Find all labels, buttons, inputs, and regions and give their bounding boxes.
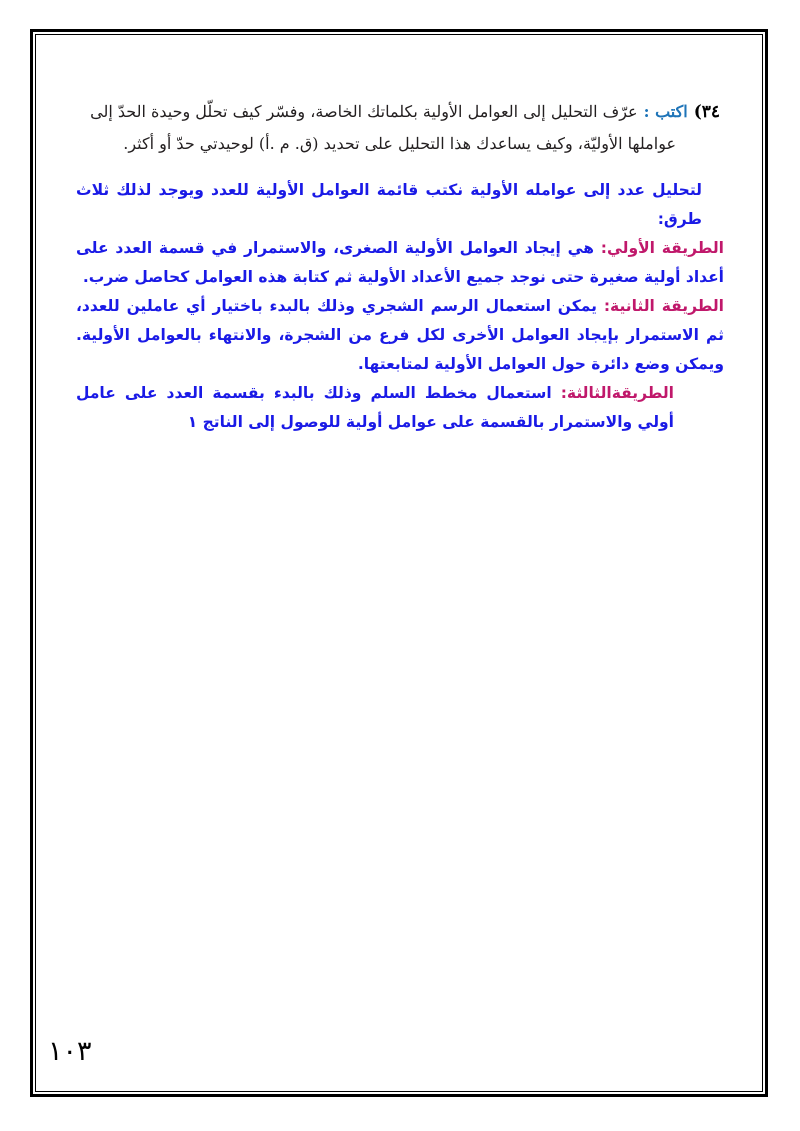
method-3 xyxy=(76,379,724,437)
method-2-label: الطريقة الثانية: xyxy=(603,297,724,315)
answer-block xyxy=(76,176,724,437)
method-2 xyxy=(76,292,724,379)
question-keyword: اكتب : xyxy=(643,102,688,121)
question-number: ٣٤) xyxy=(693,102,720,122)
method-1-text: هي إيجاد العوامل الأولية الصغرى، والاستمرار في قسمة العدد على أعداد أولية صغيرة حتى نوجد جميع الأعداد الأولية ثم كتابة هذه العوامل كحاصل ضرب. xyxy=(76,239,724,286)
method-1 xyxy=(76,234,724,292)
method-1-label: الطريقة الأولي: xyxy=(600,239,724,257)
page-number: ١٠٣ xyxy=(48,1036,92,1067)
question-line-2: عواملها الأوليّة، وكيف يساعدك هذا التحليل على تحديد (ق. م .أ) لوحيدتي حدّ أو أكثر. xyxy=(123,134,676,153)
answer-intro: لتحليل عدد إلى عوامله الأولية نكتب قائمة العوامل الأولية للعدد ويوجد لذلك ثلاث طرق: xyxy=(76,181,702,228)
method-2-text: يمكن استعمال الرسم الشجري وذلك بالبدء باختيار أي عاملين للعدد، ثم الاستمرار بإيجاد العوامل الأخرى لكل فرع من الشجرة، والانتهاء بالعوامل الأولية. ويمكن وضع دائرة حول العوامل الأولية لمتابعتها. xyxy=(76,297,724,373)
method-3-label: الطريقةالثالثة: xyxy=(560,384,674,402)
method-3-text: استعمال مخطط السلم وذلك بالبدء بقسمة العدد على عامل أولي والاستمرار بالقسمة على عوامل أولية للوصول إلى الناتج ١ xyxy=(76,384,674,431)
question-block xyxy=(80,96,720,160)
question-line-1: عرّف التحليل إلى العوامل الأولية بكلماتك الخاصة، وفسّر كيف تحلّل وحيدة الحدّ إلى xyxy=(90,102,638,121)
